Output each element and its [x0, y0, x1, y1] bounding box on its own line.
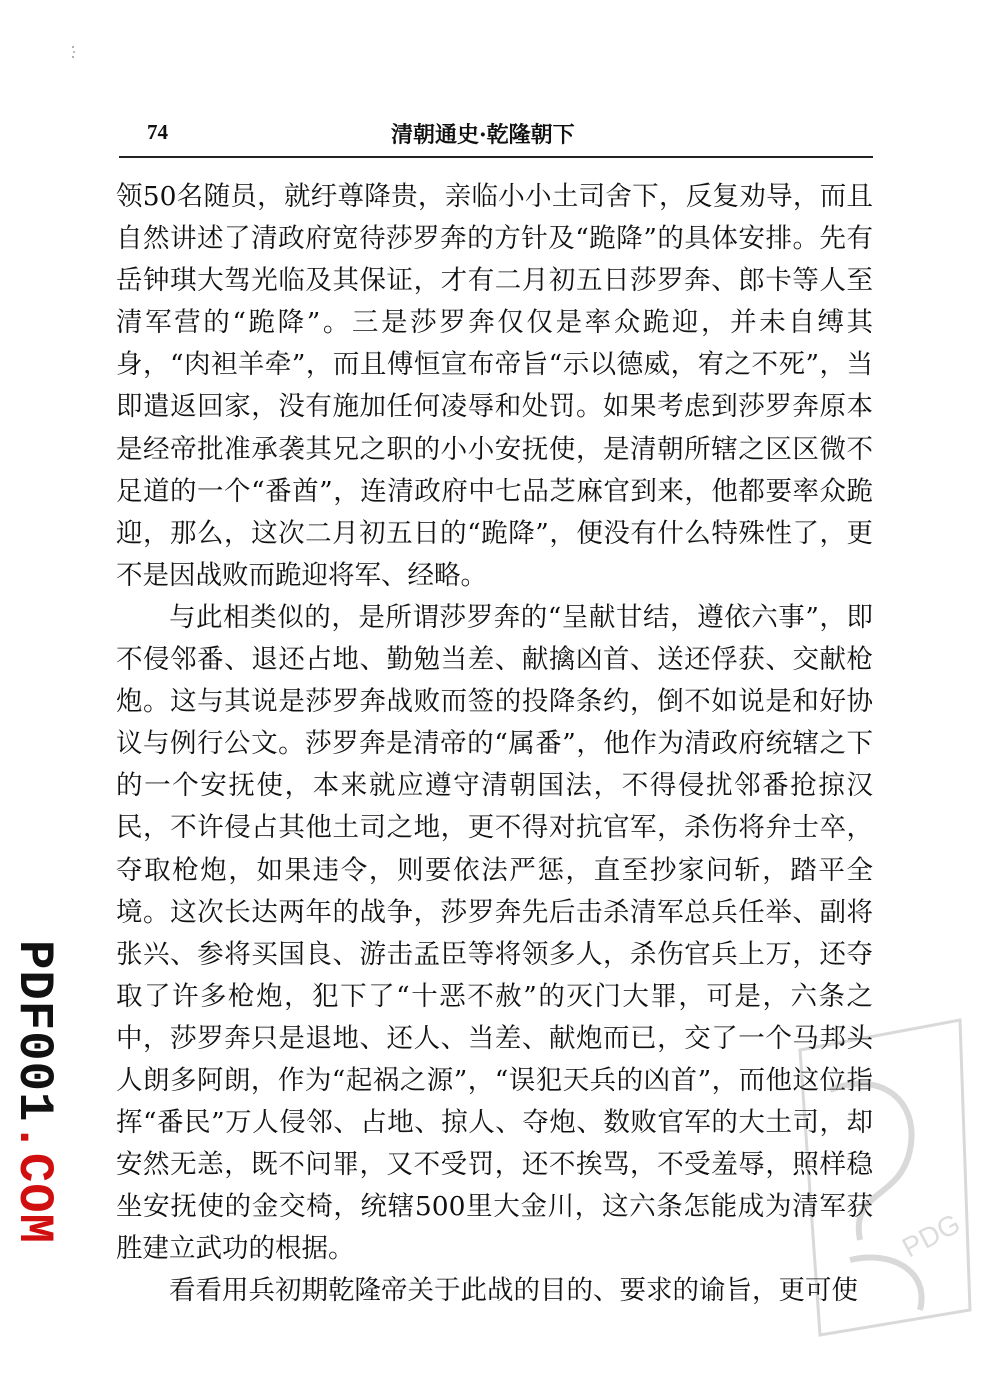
body-text — [116, 176, 873, 1313]
scan-speck — [70, 44, 82, 58]
page-header — [119, 112, 873, 158]
site-logo-prefix: PDF001 — [6, 940, 62, 1123]
page-number: 74 — [147, 120, 168, 144]
paragraph-1: 领50名随员，就纡尊降贵，亲临小小土司舍下，反复劝导，而且自然讲述了清政府宽待莎罗奔的方针及“跪降”的具体安排。先有岳钟琪大驾光临及其保证，才有二月初五日莎罗奔、郎卡等人至清军营的“跪降”。三是莎罗奔仅仅是率众跪迎，并未自缚其身，“肉袒羊牵”，而且傅恒宣布帝旨“示以德威，宥之不死”，当即遣返回家，没有施加任何凌辱和处罚。如果考虑到莎罗奔原本是经帝批准承袭其兄之职的小小安抚使，是清朝所辖之区区微不足道的一个“番酋”，连清政府中七品芝麻官到来，他都要率众跪迎，那么，这次二月初五日的“跪降”，便没有什么特殊性了，更不是因战败而跪迎将军、经略。 — [116, 181, 873, 591]
paragraph-2: 与此相类似的，是所谓莎罗奔的“呈献甘结，遵依六事”，即不侵邻番、退还占地、勤勉当差、献擒凶首、送还俘获、交献枪炮。这与其说是莎罗奔战败而签的投降条约，倒不如说是和好协议与例行公文。莎罗奔是清帝的“属番”，他作为清政府统辖之下的一个安抚使，本来就应遵守清朝国法，不得侵扰邻番抢掠汉民，不许侵占其他土司之地，更不得对抗官军，杀伤将弁士卒，夺取枪炮，如果违令，则要依法严惩，直至抄家问斩，踏平全境。这次长达两年的战争，莎罗奔先后击杀清军总兵任举、副将张兴、参将买国良、游击孟臣等将领多人，杀伤官兵上万，还夺取了许多枪炮，犯下了“十恶不赦”的灭门大罪，可是，六条之中，莎罗奔只是退地、还人、当差、献炮而已，交了一个马邦头人朗多阿朗，作为“起祸之源”，“误犯天兵的凶首”，而他这位指挥“番民”万人侵邻、占地、掠人、夺炮、数败官军的大土司，却安然无恙，既不问罪，又不受罚，还不挨骂，不受羞辱，照样稳坐安抚使的金交椅，统辖500里大金川，这六条怎能成为清军获胜建立武功的根据。 — [116, 601, 873, 1265]
watermark-label: PDG — [897, 1207, 966, 1264]
paragraph-3: 看看用兵初期乾隆帝关于此战的目的、要求的谕旨，更可使 — [169, 1275, 858, 1307]
site-logo-suffix: .COM — [6, 1122, 62, 1245]
running-title: 清朝通史·乾隆朝下 — [391, 122, 575, 148]
site-logo — [6, 940, 68, 1245]
